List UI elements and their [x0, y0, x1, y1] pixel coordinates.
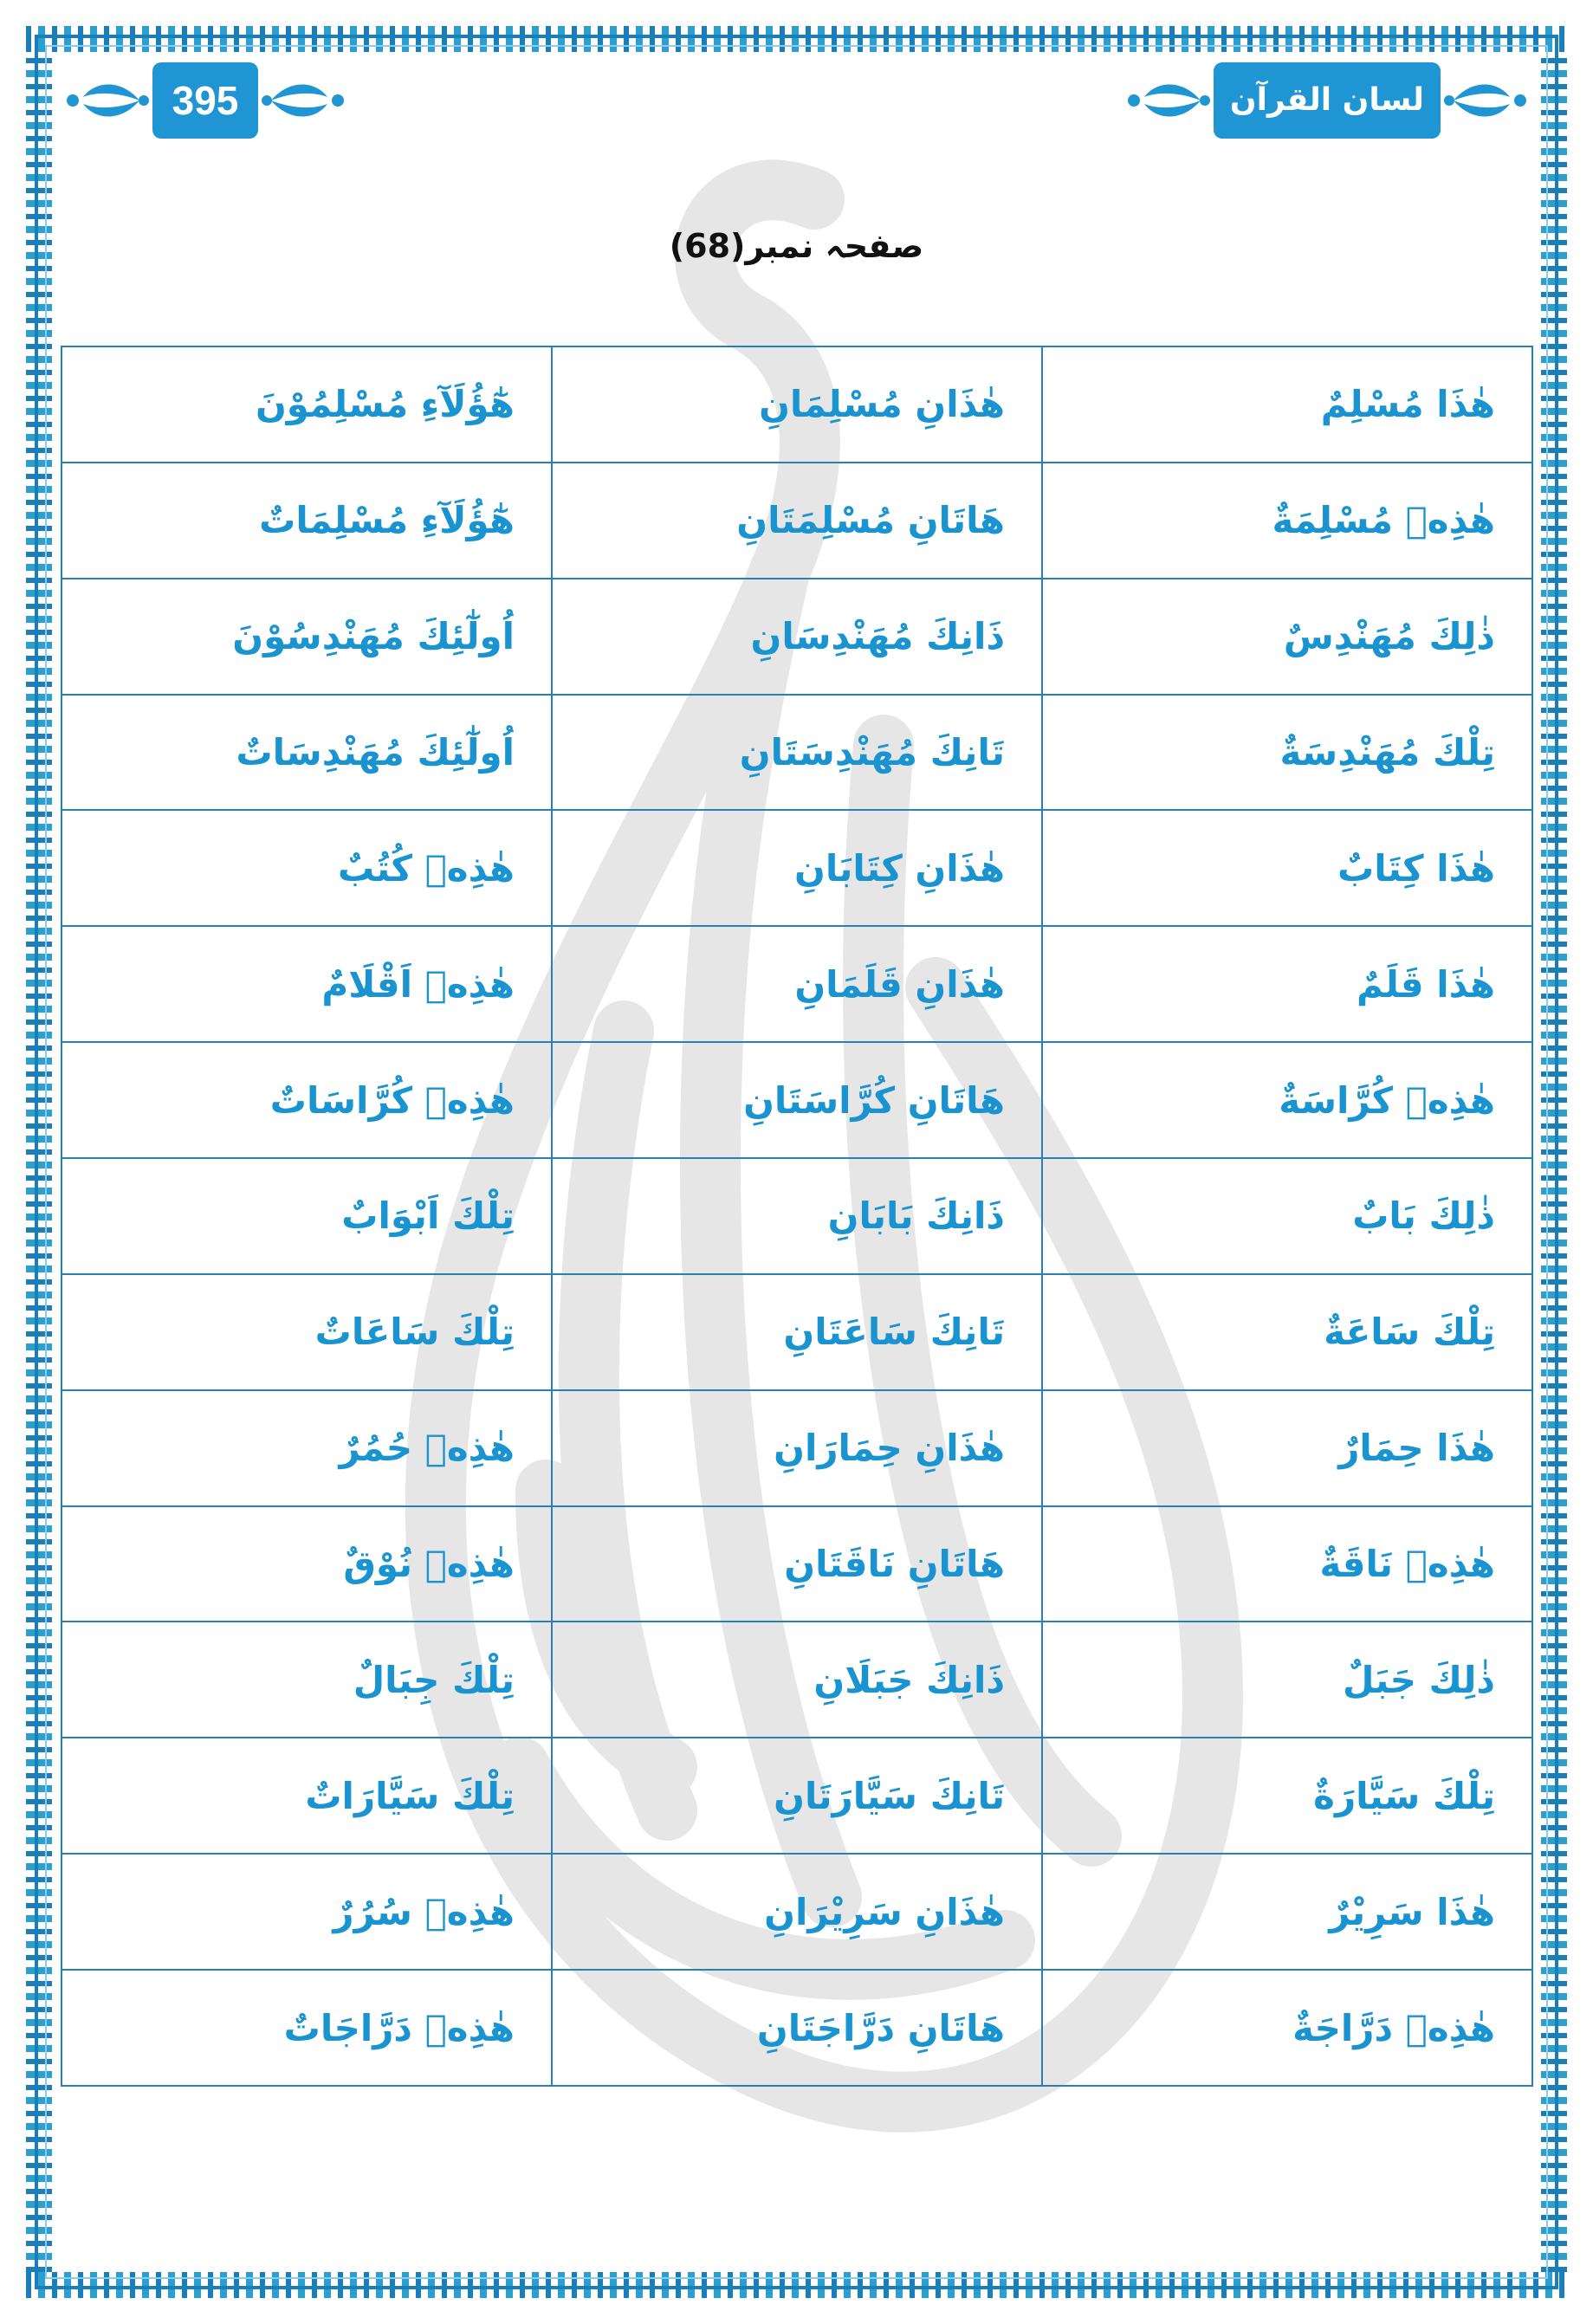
plural-cell: اُولٰٓئِكَ مُهَنْدِسَاتٌ [62, 695, 552, 811]
singular-cell: هٰذَا قَلَمٌ [1042, 926, 1532, 1042]
table-row [62, 579, 1532, 695]
plural-cell: تِلْكَ سَاعَاتٌ [62, 1274, 552, 1390]
plural-cell: اُولٰٓئِكَ مُهَنْدِسُوْنَ [62, 579, 552, 695]
vocabulary-table [61, 346, 1533, 2087]
dual-cell: هَاتَانِ مُسْلِمَتَانِ [552, 463, 1042, 579]
table-row [62, 463, 1532, 579]
table-row [62, 346, 1532, 463]
singular-cell: ذٰلِكَ جَبَلٌ [1042, 1622, 1532, 1738]
plural-cell: هٰذِهٖ حُمُرٌ [62, 1390, 552, 1506]
plural-cell: هٰذِهٖ سُرُرٌ [62, 1854, 552, 1970]
table-row [62, 1042, 1532, 1158]
table-row [62, 1622, 1532, 1738]
plural-cell: هٰذِهٖ دَرَّاجَاتٌ [62, 1970, 552, 2086]
singular-cell: تِلْكَ مُهَنْدِسَةٌ [1042, 695, 1532, 811]
table-row [62, 1506, 1532, 1622]
table-row [62, 695, 1532, 811]
table-row [62, 1738, 1532, 1854]
dual-cell: تَانِكَ مُهَنْدِسَتَانِ [552, 695, 1042, 811]
ornament-right-icon [1441, 71, 1536, 130]
dual-cell: ذَانِكَ مُهَنْدِسَانِ [552, 579, 1042, 695]
singular-cell: هٰذَا سَرِيْرٌ [1042, 1854, 1532, 1970]
plural-cell: هٰٓؤُلَآءِ مُسْلِمُوْنَ [62, 346, 552, 463]
dual-cell: تَانِكَ سَيَّارَتَانِ [552, 1738, 1042, 1854]
table-row [62, 1854, 1532, 1970]
dual-cell: هَاتَانِ دَرَّاجَتَانِ [552, 1970, 1042, 2086]
dual-cell: هٰذَانِ قَلَمَانِ [552, 926, 1042, 1042]
plural-cell: تِلْكَ اَبْوَابٌ [62, 1158, 552, 1274]
dual-cell: هٰذَانِ حِمَارَانِ [552, 1390, 1042, 1506]
singular-cell: هٰذَا كِتَابٌ [1042, 810, 1532, 926]
singular-cell: ذٰلِكَ بَابٌ [1042, 1158, 1532, 1274]
singular-cell: ذٰلِكَ مُهَنْدِسٌ [1042, 579, 1532, 695]
dual-cell: هٰذَانِ كِتَابَانِ [552, 810, 1042, 926]
plural-cell: هٰذِهٖ اَقْلَامٌ [62, 926, 552, 1042]
singular-cell: تِلْكَ سَاعَةٌ [1042, 1274, 1532, 1390]
table-row [62, 1970, 1532, 2086]
singular-cell: هٰذِهٖ كُرَّاسَةٌ [1042, 1042, 1532, 1158]
table-row [62, 926, 1532, 1042]
table-row [62, 1274, 1532, 1390]
singular-cell: هٰذَا مُسْلِمٌ [1042, 346, 1532, 463]
ornament-right-icon [258, 71, 353, 130]
plural-cell: هٰٓؤُلَآءِ مُسْلِمَاتٌ [62, 463, 552, 579]
singular-cell: هٰذِهٖ نَاقَةٌ [1042, 1506, 1532, 1622]
dual-cell: هٰذَانِ سَرِيْرَانِ [552, 1854, 1042, 1970]
ornament-left-icon [1118, 71, 1214, 130]
singular-cell: هٰذِهٖ مُسْلِمَةٌ [1042, 463, 1532, 579]
plural-cell: هٰذِهٖ كُتُبٌ [62, 810, 552, 926]
dual-cell: هٰذَانِ مُسْلِمَانِ [552, 346, 1042, 463]
dual-cell: ذَانِكَ جَبَلَانِ [552, 1622, 1042, 1738]
plural-cell: هٰذِهٖ كُرَّاسَاتٌ [62, 1042, 552, 1158]
dual-cell: هَاتَانِ كُرَّاسَتَانِ [552, 1042, 1042, 1158]
section-heading: صفحہ نمبر(68) [669, 227, 924, 265]
dual-cell: هَاتَانِ نَاقَتَانِ [552, 1506, 1042, 1622]
singular-cell: هٰذِهٖ دَرَّاجَةٌ [1042, 1970, 1532, 2086]
book-title-badge: لسان القرآن [1214, 62, 1441, 139]
dual-cell: ذَانِكَ بَابَانِ [552, 1158, 1042, 1274]
table-row [62, 1158, 1532, 1274]
plural-cell: تِلْكَ سَيَّارَاتٌ [62, 1738, 552, 1854]
plural-cell: هٰذِهٖ نُوْقٌ [62, 1506, 552, 1622]
singular-cell: هٰذَا حِمَارٌ [1042, 1390, 1532, 1506]
plural-cell: تِلْكَ جِبَالٌ [62, 1622, 552, 1738]
ornament-left-icon [57, 71, 152, 130]
singular-cell: تِلْكَ سَيَّارَةٌ [1042, 1738, 1532, 1854]
table-row [62, 810, 1532, 926]
table-row [62, 1390, 1532, 1506]
page-number-badge: 395 [152, 62, 258, 139]
dual-cell: تَانِكَ سَاعَتَانِ [552, 1274, 1042, 1390]
